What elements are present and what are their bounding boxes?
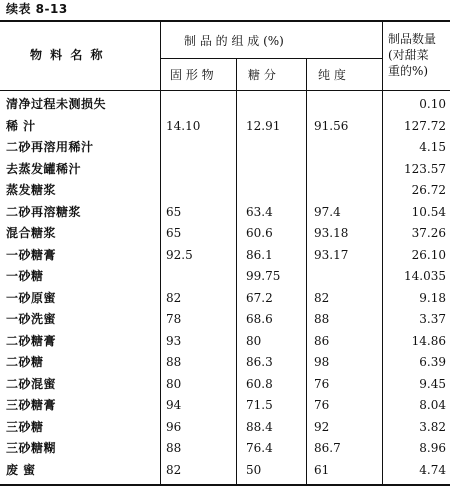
row-quantity: 127.72	[404, 118, 446, 133]
row-quantity: 26.10	[411, 247, 446, 262]
row-solids: 78	[166, 312, 182, 326]
row-quantity: 4.15	[419, 140, 446, 154]
row-solids: 82	[166, 462, 182, 477]
row-name: 一砂原蜜	[6, 290, 57, 305]
table-row	[0, 395, 450, 415]
row-sugar: 68.6	[246, 312, 273, 326]
row-quantity: 37.26	[411, 226, 446, 240]
row-solids: 92.5	[166, 247, 193, 262]
row-solids: 65	[166, 226, 182, 240]
row-name: 三砂糖	[6, 419, 44, 434]
table-row	[0, 245, 450, 265]
row-quantity: 14.035	[404, 269, 446, 283]
header-sugar: 糖 分	[248, 68, 276, 82]
row-sugar: 86.3	[246, 355, 273, 369]
row-sugar: 76.4	[246, 441, 273, 455]
row-quantity: 10.54	[411, 204, 446, 219]
row-name: 二砂糖膏	[6, 333, 57, 348]
row-quantity: 9.18	[419, 290, 446, 305]
table-row	[0, 309, 450, 329]
table-row	[0, 180, 450, 200]
header-composition: 制 品 的 组 成 (%)	[184, 34, 284, 48]
row-quantity: 123.57	[404, 161, 446, 176]
row-quantity: 3.82	[419, 419, 446, 434]
row-purity: 86	[314, 333, 330, 348]
row-sugar: 80	[246, 333, 262, 348]
row-quantity: 6.39	[419, 355, 446, 369]
row-name: 一砂糖膏	[6, 247, 57, 262]
header-solids: 固 形 物	[170, 68, 214, 82]
row-purity: 93.18	[314, 226, 349, 240]
row-sugar: 88.4	[246, 419, 273, 434]
row-name: 一砂糖	[6, 269, 44, 283]
row-sugar: 99.75	[246, 269, 281, 283]
row-quantity: 9.45	[419, 376, 446, 391]
header-quantity-line2: (对甜菜	[388, 48, 429, 62]
row-quantity: 8.04	[419, 398, 446, 412]
row-quantity: 0.10	[419, 97, 446, 111]
row-solids: 94	[166, 398, 182, 412]
row-solids: 82	[166, 290, 182, 305]
row-name: 三砂糖糊	[6, 441, 57, 455]
row-name: 混合糖浆	[6, 226, 57, 240]
row-sugar: 60.8	[246, 376, 273, 391]
row-name: 一砂洗蜜	[6, 312, 57, 326]
table-row	[0, 460, 450, 480]
row-purity: 88	[314, 312, 330, 326]
table-row	[0, 116, 450, 136]
row-name: 二砂糖	[6, 355, 44, 369]
header-material-name: 物 料 名 称	[30, 48, 105, 62]
row-quantity: 4.74	[419, 462, 446, 477]
table-row	[0, 417, 450, 437]
row-purity: 98	[314, 355, 330, 369]
row-name: 三砂糖膏	[6, 398, 57, 412]
row-name: 二砂混蜜	[6, 376, 57, 391]
table-row	[0, 223, 450, 243]
row-solids: 96	[166, 419, 182, 434]
row-name: 二砂再溶用稀汁	[6, 140, 94, 154]
row-solids: 65	[166, 204, 182, 219]
row-sugar: 86.1	[246, 247, 273, 262]
row-purity: 93.17	[314, 247, 349, 262]
row-purity: 61	[314, 462, 330, 477]
row-solids: 88	[166, 441, 182, 455]
row-sugar: 60.6	[246, 226, 273, 240]
row-sugar: 63.4	[246, 204, 273, 219]
row-name: 蒸发糖浆	[6, 183, 57, 197]
row-solids: 88	[166, 355, 182, 369]
table-row	[0, 159, 450, 179]
table-row	[0, 438, 450, 458]
table-row	[0, 137, 450, 157]
table-row	[0, 266, 450, 286]
row-quantity: 26.72	[411, 183, 446, 197]
row-sugar: 12.91	[246, 118, 281, 133]
table-row	[0, 94, 450, 114]
row-solids: 80	[166, 376, 182, 391]
header-quantity-line3: 重的%)	[388, 64, 429, 78]
table-caption: 续表 8-13	[6, 2, 68, 16]
row-sugar: 71.5	[246, 398, 273, 412]
row-name: 去蒸发罐稀汁	[6, 161, 82, 176]
table-row	[0, 352, 450, 372]
row-name: 稀 汁	[6, 118, 36, 133]
row-quantity: 3.37	[419, 312, 446, 326]
header-quantity-line1: 制品数量	[388, 32, 437, 46]
table-row	[0, 374, 450, 394]
row-purity: 76	[314, 376, 330, 391]
row-sugar: 50	[246, 462, 262, 477]
row-quantity: 8.96	[419, 441, 446, 455]
header-rule-inner	[160, 58, 382, 59]
row-purity: 92	[314, 419, 330, 434]
row-solids: 14.10	[166, 118, 201, 133]
row-solids: 93	[166, 333, 182, 348]
header-purity: 纯 度	[318, 68, 346, 82]
row-name: 清净过程未测损失	[6, 97, 107, 111]
row-name: 二砂再溶糖浆	[6, 204, 82, 219]
data-table	[0, 20, 450, 486]
row-purity: 97.4	[314, 204, 341, 219]
row-name: 废 蜜	[6, 462, 36, 477]
row-purity: 86.7	[314, 441, 341, 455]
row-purity: 91.56	[314, 118, 349, 133]
row-sugar: 67.2	[246, 290, 273, 305]
row-purity: 76	[314, 398, 330, 412]
table-row	[0, 202, 450, 222]
row-quantity: 14.86	[411, 333, 446, 348]
table-row	[0, 288, 450, 308]
table-row	[0, 331, 450, 351]
row-purity: 82	[314, 290, 330, 305]
